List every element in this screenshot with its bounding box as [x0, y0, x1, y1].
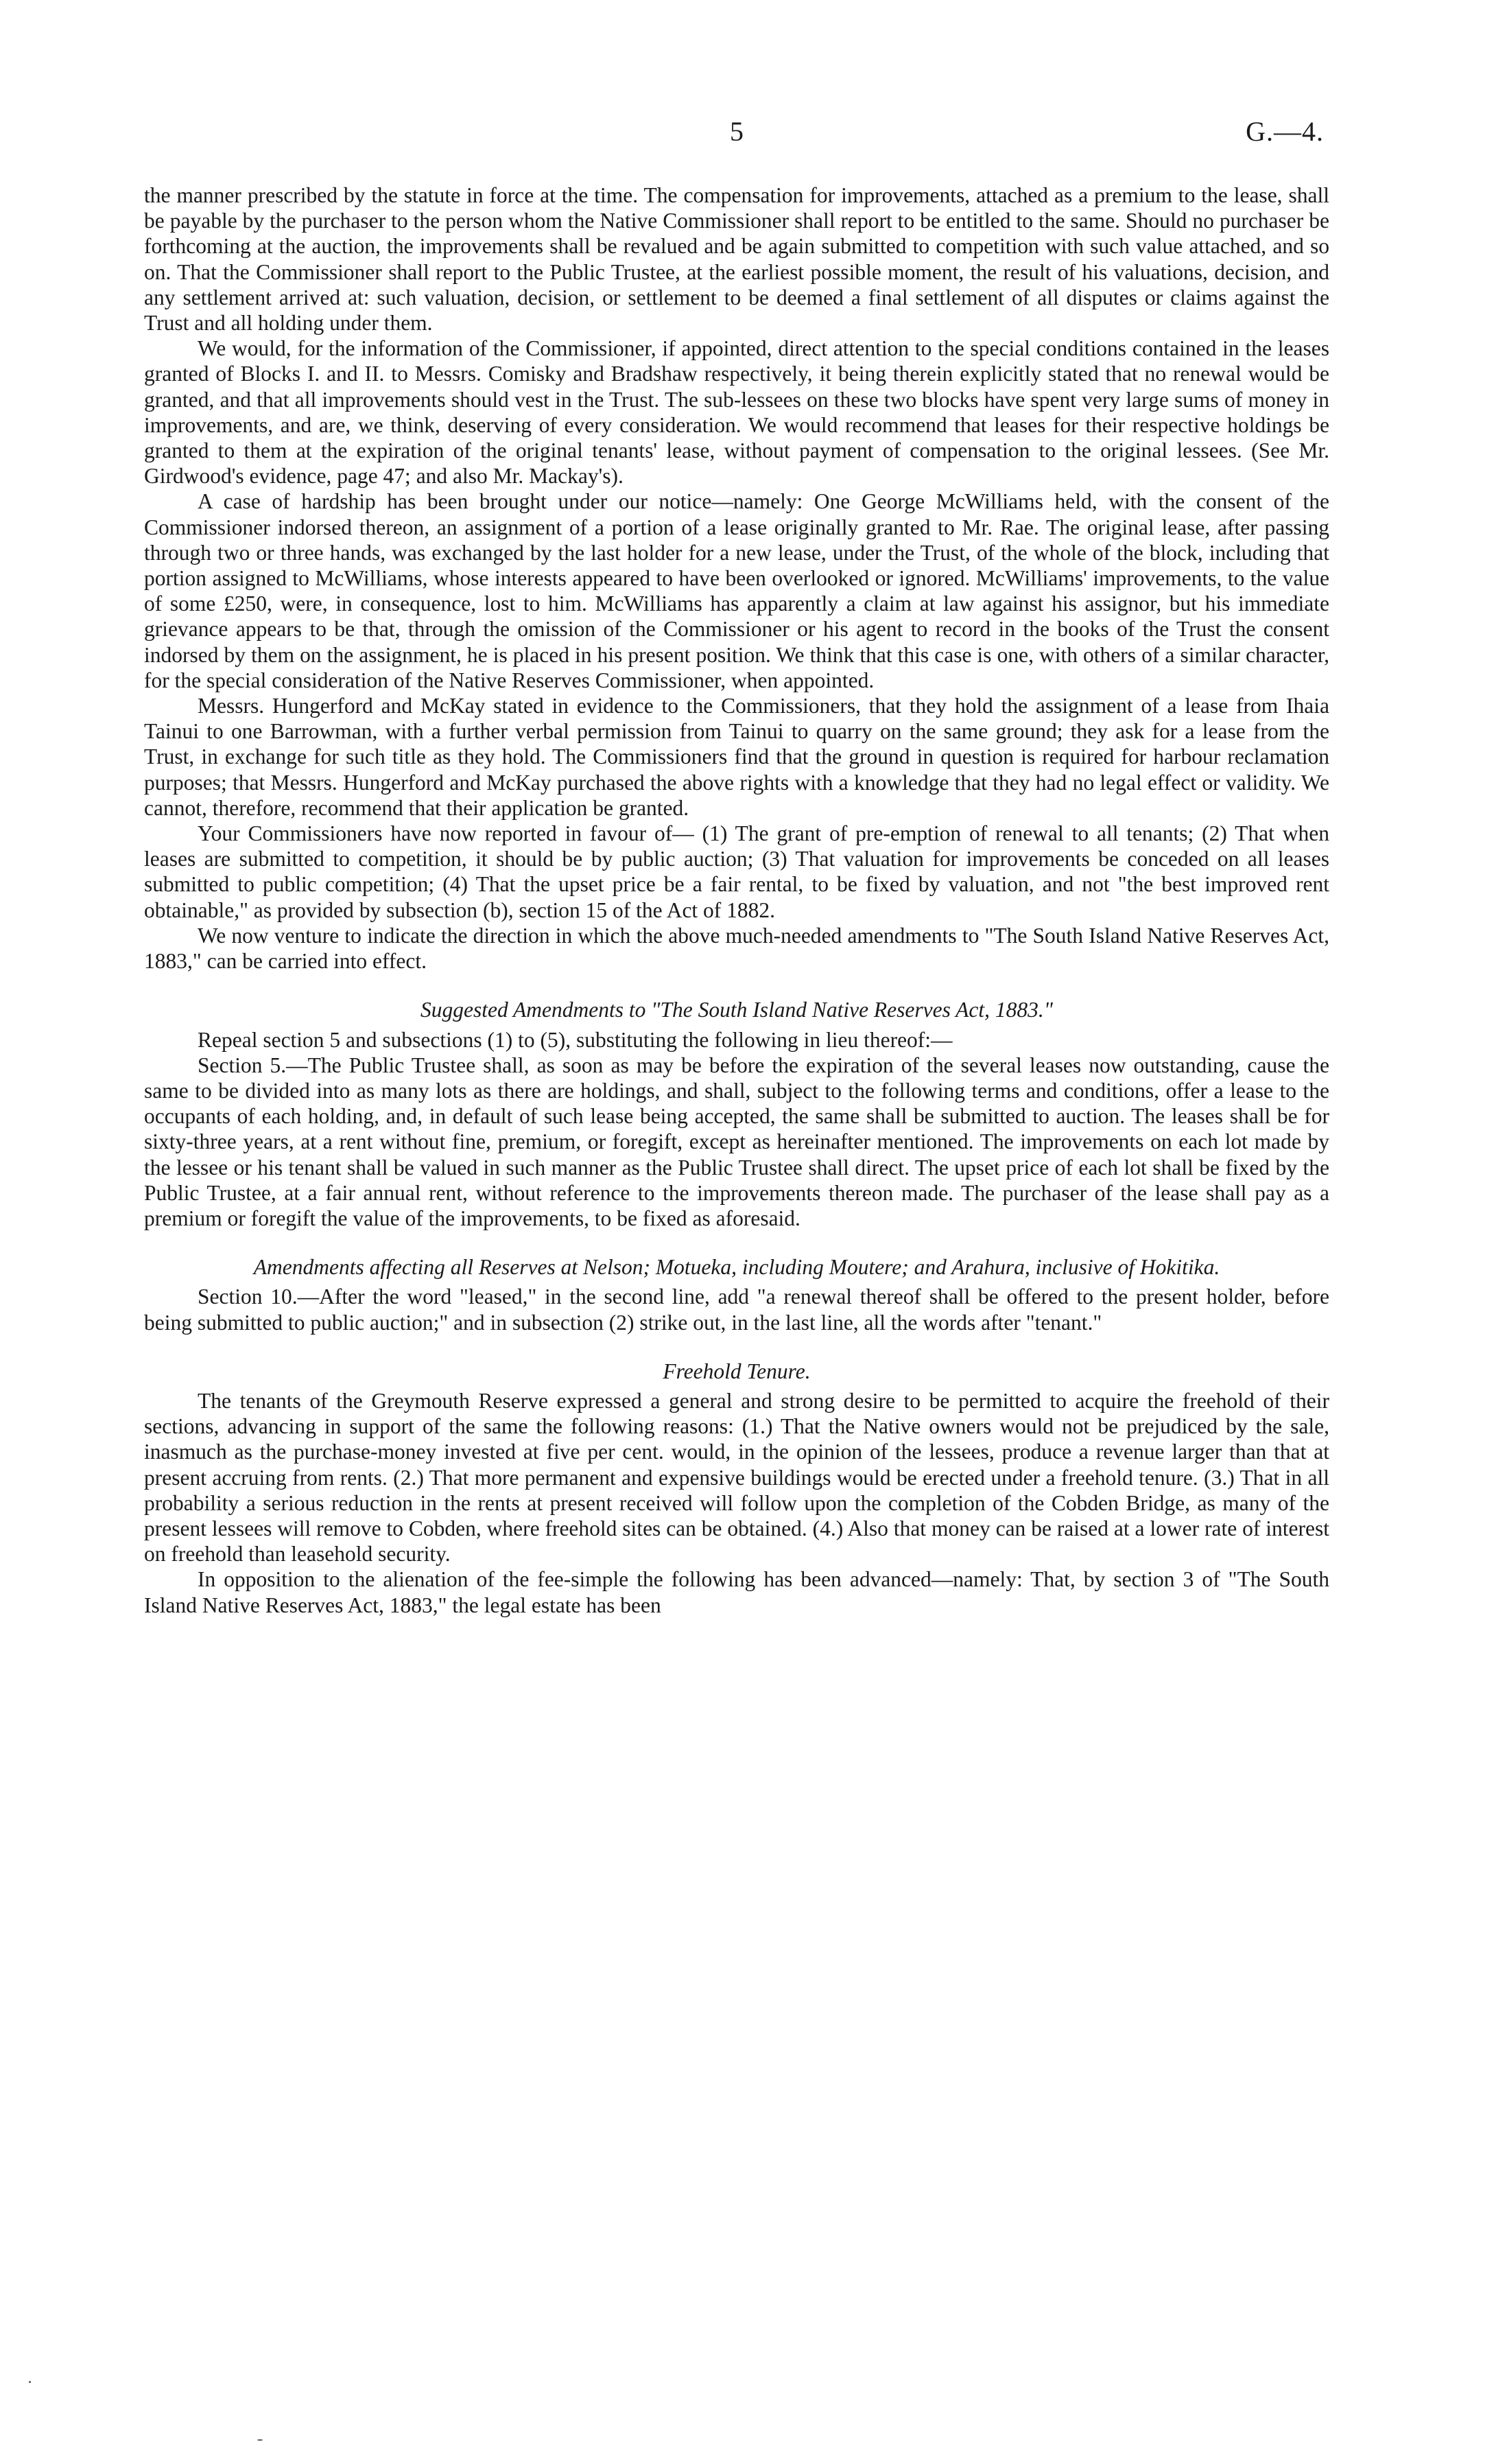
page-number: 5 [730, 116, 744, 147]
paragraph-recommendations-summary: Your Commissioners have now reported in favour of— (1) The grant of pre-emption of renewal to all tenants; (2) That when leases are submitted to competition, it should be by public auction; (3) That valuation for improvements be conceded on all leases submitted to public competition; (4) That the upset price be a fair rental, to be fixed by valuation, and not "the best improved rent obtainable," as provided by subsection (b), section 15 of the Act of 1882. [144, 821, 1329, 922]
heading-freehold-tenure: Freehold Tenure. [663, 1359, 811, 1383]
paragraph-special-conditions: We would, for the information of the Commissioner, if appointed, direct attention to the special conditions contained in the leases granted of Blocks I. and II. to Messrs. Comisky and Bradshaw respectively, it being therein explicitly stated that no renewal would be granted, and that all improvements should vest in the Trust. The sub-lessees on these two blocks have spent very large sums of money in improvements, and are, we think, deserving of every consideration. We would recommend that leases for their respective holdings be granted to them at the expiration of the original tenants' lease, without payment of compensation to the original lessees. (See Mr. Girdwood's evidence, page 47; and also Mr. Mackay's). [144, 336, 1329, 489]
paragraph-opposition: In opposition to the alienation of the fee-simple the following has been advanced—namely: That, by section 3 of "The South Island Native Reserves Act, 1883," the legal estate has been [144, 1567, 1329, 1617]
heading-suggested-amendments: Suggested Amendments to "The South Island Native Reserves Act, 1883." [420, 998, 1054, 1022]
paragraph-greymouth-tenants: The tenants of the Greymouth Reserve expressed a general and strong desire to be permitted to acquire the freehold of their sections, advancing in support of the same the following reasons: (1.) That the Native owners would not be prejudiced by the sale, inasmuch as the purchase-money invested at five per cent. would, in the opinion of the lessees, produce a revenue larger than that at present accruing from rents. (2.) That more permanent and expensive buildings would be erected under a freehold tenure. (3.) That in all probability a serious reduction in the rents at present received will follow upon the completion of the Cobden Bridge, as many of the present lessees will remove to Cobden, where freehold sites can be obtained. (4.) Also that money can be raised at a lower rate of interest on freehold than leasehold security. [144, 1388, 1329, 1567]
paragraph-continuation: the manner prescribed by the statute in force at the time. The compensation for improvements, attached as a premium to the lease, shall be payable by the purchaser to the person whom the Native Commissioner shall report to be entitled to the same. Should no purchaser be forthcoming at the auction, the improvements shall be revalued and be again submitted to competition with such value attached, and so on. That the Commissioner shall report to the Public Trustee, at the earliest possible moment, the result of his valuations, decision, and any settlement arrived at: such valuation, decision, or settlement to be deemed a final settlement of all disputes or claims against the Trust and all holding under them. [144, 183, 1329, 336]
document-reference: G.—4. [1246, 116, 1324, 147]
paragraph-section-10: Section 10.—After the word "leased," in the second line, add "a renewal thereof shall be offered to the present holder, before being submitted to public auction;" and in subsection (2) strike out, in the last line, all the words after "tenant." [144, 1284, 1329, 1335]
paragraph-repeal-section: Repeal section 5 and subsections (1) to (5), substituting the following in lieu thereof:— [198, 1027, 953, 1052]
scan-speck [29, 2381, 31, 2383]
page-header [144, 115, 1329, 156]
paragraph-hardship-case: A case of hardship has been brought under our notice—namely: One George McWilliams held, with the consent of the Commissioner indorsed thereon, an assignment of a portion of a lease originally granted to Mr. Rae. The original lease, after passing through two or three hands, was exchanged by the last holder for a new lease, under the Trust, of the whole of the block, including that portion assigned to McWilliams, whose interests appeared to have been overlooked or ignored. McWilliams' improvements, to the value of some £250, were, in consequence, lost to him. McWilliams has apparently a claim at law against his assignor, but his immediate grievance appears to be that, through the omission of the Commissioner or his agent to record in the books of the Trust the consent indorsed by them on the assignment, he is placed in his present position. We think that this case is one, with others of a similar character, for the special consideration of the Native Reserves Commissioner, when appointed. [144, 489, 1329, 692]
paragraph-hungerford-mckay: Messrs. Hungerford and McKay stated in evidence to the Commissioners, that they hold the assignment of a lease from Ihaia Tainui to one Barrowman, with a further verbal permission from Tainui to quarry on the same ground; they ask for a lease from the Trust, in exchange for such title as they hold. The Commissioners find that the ground in question is required for harbour reclamation purposes; that Messrs. Hungerford and McKay purchased the above rights with a knowledge that they had no legal effect or validity. We cannot, therefore, recommend that their application be granted. [144, 694, 1329, 820]
scan-speck [257, 2439, 263, 2441]
body-text [144, 183, 1329, 1618]
document-page [144, 0, 1329, 2464]
paragraph-section-5: Section 5.—The Public Trustee shall, as soon as may be before the expiration of the several leases now outstanding, cause the same to be divided into as many lots as there are holdings, and shall, subject to the following terms and conditions, offer a lease to the occupants of each holding, and, in default of such lease being accepted, the same shall be submitted to auction. The leases shall be for sixty-three years, at a rent without fine, premium, or foregift, except as hereinafter mentioned. The improvements on each lot made by the lessee or his tenant shall be valued in such manner as the Public Trustee shall direct. The upset price of each lot shall be fixed by the Public Trustee, at a fair annual rent, without reference to the improvements thereon made. The purchaser of the lease shall pay as a premium or foregift the value of the improvements, to be fixed as aforesaid. [144, 1053, 1329, 1230]
heading-nelson-amendments: Amendments affecting all Reserves at Nelson; Motueka, including Moutere; and Arahura, inclusive of Hokitika. [253, 1255, 1220, 1280]
paragraph-amendments-intro: We now venture to indicate the direction in which the above much-needed amendments to "The South Island Native Reserves Act, 1883," can be carried into effect. [144, 923, 1329, 974]
